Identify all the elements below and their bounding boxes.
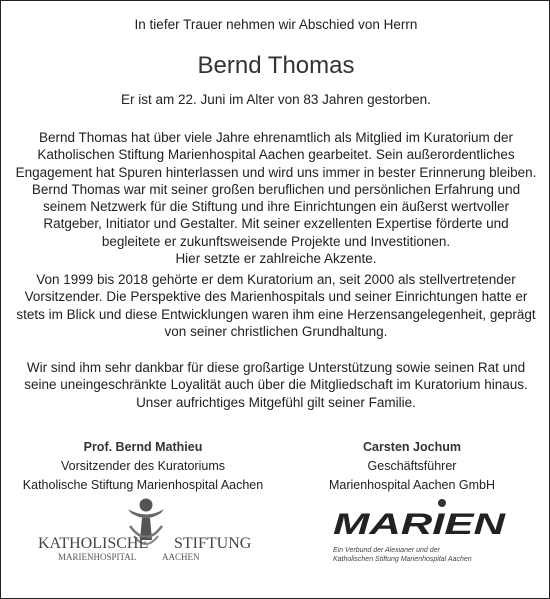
death-date-line: Er ist am 22. Juni im Alter von 83 Jahren gestorben.: [121, 92, 431, 107]
logo-word-right: STIFTUNG: [174, 535, 252, 552]
text-line: Von 1999 bis 2018 gehörte er dem Kuratorium an, seit 2000 als stellvertretender: [36, 272, 516, 287]
text-line: Engagement hat Spuren hinterlassen und wird uns immer in bester Erinnerung bleiben.: [15, 164, 537, 180]
tribute-paragraph-3: [1, 359, 550, 411]
text-line: begleitete er zukunftsweisende Projekte und Investitionen.: [101, 233, 451, 249]
text-line: Hier setzte er zahlreiche Akzente.: [175, 251, 377, 267]
signatory-name: Carsten Jochum: [363, 440, 461, 454]
logo-wordmark: MARIEN: [333, 508, 507, 541]
signatory-director: [297, 438, 527, 495]
logo-tagline-1: Ein Verbund der Alexianer und der: [333, 547, 440, 554]
tribute-paragraph-2: [1, 271, 550, 340]
text-line: von seiner christlichen Grundhaltung.: [164, 323, 388, 339]
text-line: Unser aufrichtiges Mitgefühl gilt seiner Familie.: [136, 394, 416, 410]
logo-tagline-2: Katholischen Stiftung Marienhospital Aachen: [333, 556, 472, 563]
text-line: Katholischen Stiftung Marienhospital Aachen gearbeitet. Sein außerordentliches: [37, 147, 515, 163]
intro-line: In tiefer Trauer nehmen wir Abschied von Herrn: [134, 17, 418, 32]
figure-icon: [438, 499, 446, 507]
text-line: stets im Blick und diese Entwicklungen waren ihm eine Herzensangelegenheit, geprägt: [16, 306, 536, 322]
text-line: Bernd Thomas hat über viele Jahre ehrenamtlich als Mitglied im Kuratorium der: [39, 130, 513, 145]
text-line: seinem Netzwerk für die Stiftung und ihre Einrichtungen ein äußerst wertvoller: [43, 199, 509, 215]
tribute-paragraph-1: [1, 129, 550, 267]
signatory-role: Geschäftsführer: [367, 459, 457, 473]
signatory-role: Vorsitzender des Kuratoriums: [61, 459, 225, 473]
signatory-name: Prof. Bernd Mathieu: [83, 440, 203, 454]
logo-sub-right: AACHEN: [162, 552, 200, 562]
text-line: seine uneingeschränkte Loyalität auch über die Mitgliedschaft im Kuratorium hinaus.: [24, 377, 528, 393]
logo-word-left: KATHOLISCHE: [38, 535, 149, 552]
signatory-organization: Katholische Stiftung Marienhospital Aachen: [22, 478, 264, 492]
stiftung-logo: [34, 496, 259, 566]
text-line: Wir sind ihm sehr dankbar für diese großartige Unterstützung sowie seinen Rat und: [26, 360, 526, 375]
logo-sub-left: MARIENHOSPITAL: [58, 552, 137, 562]
signatory-organization: Marienhospital Aachen GmbH: [328, 478, 496, 492]
signatory-chairman: [15, 438, 271, 495]
marien-logo: [329, 498, 509, 570]
text-line: Bernd Thomas war mit seiner großen beruflichen und persönlichen Erfahrung und: [31, 181, 521, 197]
text-line: Vorsitzender. Die Perspektive des Marienhospitals und seiner Einrichtungen hatte er: [24, 289, 528, 305]
text-line: Ratgeber, Initiator und Gestalter. Mit seiner exzellenten Expertise förderte und: [43, 216, 509, 232]
deceased-name: Bernd Thomas: [197, 52, 355, 79]
